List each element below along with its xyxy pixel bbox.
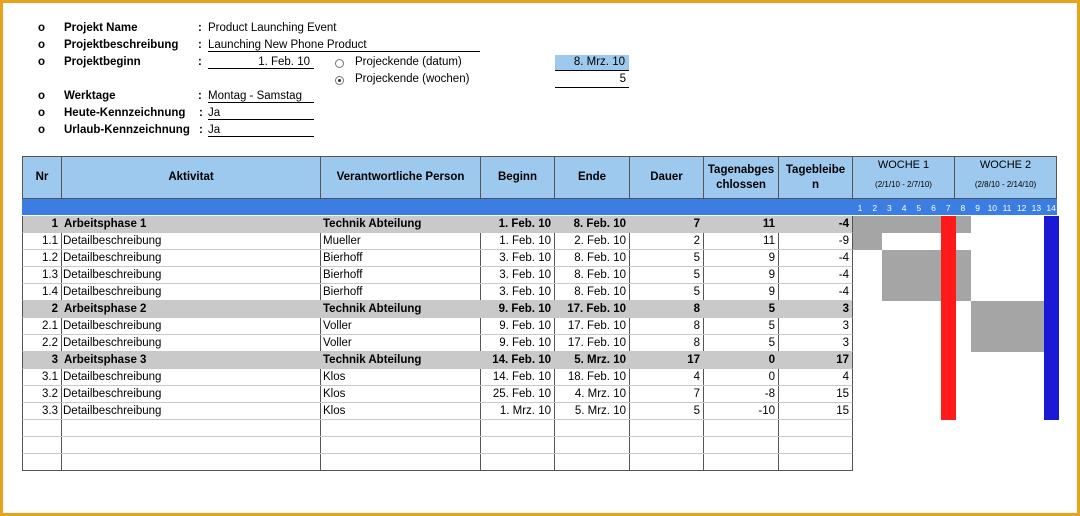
day-number: 8 — [960, 203, 966, 213]
table-cell-begin[interactable]: 3. Feb. 10 — [480, 267, 555, 284]
col-header-days-left[interactable]: Tagebleibe n — [778, 156, 853, 199]
table-cell-person[interactable]: Klos — [320, 403, 481, 420]
table-cell-activity[interactable]: Detailbeschreibung — [61, 403, 321, 420]
empty-cell[interactable] — [61, 437, 321, 454]
day-number: 2 — [872, 203, 878, 213]
empty-cell[interactable] — [22, 454, 62, 471]
table-cell-duration[interactable]: 5 — [629, 284, 704, 301]
day-number: 12 — [1016, 203, 1027, 213]
empty-cell[interactable] — [320, 420, 481, 437]
table-cell-person[interactable]: Bierhoff — [320, 250, 481, 267]
col-header-person[interactable]: Verantwortliche Person — [320, 156, 481, 199]
end-date-value[interactable]: 8. Mrz. 10 — [555, 55, 629, 71]
end-weeks-option-label: Projeckende (wochen) — [355, 73, 470, 85]
empty-cell[interactable] — [629, 454, 704, 471]
table-cell-person[interactable]: Technik Abteilung — [320, 301, 481, 318]
table-cell-end[interactable]: 5. Mrz. 10 — [554, 403, 630, 420]
table-cell-begin[interactable]: 25. Feb. 10 — [480, 386, 555, 403]
table-cell-end[interactable]: 18. Feb. 10 — [554, 369, 630, 386]
table-cell-end[interactable]: 8. Feb. 10 — [554, 267, 630, 284]
table-cell-begin[interactable]: 9. Feb. 10 — [480, 335, 555, 352]
colon: : — [198, 90, 202, 102]
day-number: 9 — [975, 203, 980, 213]
colon: : — [198, 22, 202, 34]
bullet: o — [38, 22, 46, 34]
table-cell-nr[interactable]: 2.1 — [22, 318, 62, 335]
table-cell-done[interactable]: -10 — [703, 403, 779, 420]
table-cell-left[interactable]: -9 — [778, 233, 853, 250]
colon: : — [199, 107, 203, 119]
table-cell-nr[interactable]: 3.3 — [22, 403, 62, 420]
week-2-label: WOCHE 2 — [979, 159, 1032, 171]
project-start-value[interactable]: 1. Feb. 10 — [208, 56, 314, 69]
end-weeks-value[interactable]: 5 — [555, 72, 629, 88]
col-header-duration[interactable]: Dauer — [629, 156, 704, 199]
empty-cell[interactable] — [320, 437, 481, 454]
bullet: o — [38, 56, 46, 68]
table-cell-done[interactable]: 5 — [703, 318, 779, 335]
table-cell-done[interactable]: 5 — [703, 301, 779, 318]
table-cell-begin[interactable]: 1. Feb. 10 — [480, 233, 555, 250]
table-cell-nr[interactable]: 2 — [22, 301, 62, 318]
empty-cell[interactable] — [629, 420, 704, 437]
end-date-radio[interactable] — [335, 59, 344, 68]
table-cell-activity[interactable]: Detailbeschreibung — [61, 335, 321, 352]
table-cell-end[interactable]: 17. Feb. 10 — [554, 335, 630, 352]
col-header-nr[interactable]: Nr — [22, 156, 62, 199]
table-cell-activity[interactable]: Detailbeschreibung — [61, 250, 321, 267]
table-cell-activity[interactable]: Detailbeschreibung — [61, 284, 321, 301]
col-header-begin[interactable]: Beginn — [480, 156, 555, 199]
table-cell-left[interactable]: 3 — [778, 301, 853, 318]
bullet: o — [38, 107, 46, 119]
workdays-value[interactable]: Montag - Samstag — [208, 90, 314, 103]
empty-cell[interactable] — [554, 420, 630, 437]
empty-cell[interactable] — [703, 437, 779, 454]
empty-cell[interactable] — [320, 454, 481, 471]
table-cell-done[interactable]: 11 — [703, 233, 779, 250]
table-cell-nr[interactable]: 3 — [22, 352, 62, 369]
table-cell-activity[interactable]: Detailbeschreibung — [61, 233, 321, 250]
table-cell-left[interactable]: -4 — [778, 250, 853, 267]
today-marker — [941, 216, 956, 420]
table-cell-left[interactable]: 3 — [778, 335, 853, 352]
table-cell-person[interactable]: Voller — [320, 335, 481, 352]
table-cell-begin[interactable]: 3. Feb. 10 — [480, 250, 555, 267]
table-cell-activity[interactable]: Detailbeschreibung — [61, 318, 321, 335]
table-cell-done[interactable]: 9 — [703, 267, 779, 284]
table-cell-person[interactable]: Mueller — [320, 233, 481, 250]
table-cell-duration[interactable]: 8 — [629, 301, 704, 318]
day-number: 4 — [901, 203, 907, 213]
table-cell-left[interactable]: -4 — [778, 216, 853, 233]
empty-cell[interactable] — [778, 437, 853, 454]
bullet: o — [38, 39, 46, 51]
empty-cell[interactable] — [778, 454, 853, 471]
empty-cell[interactable] — [703, 454, 779, 471]
project-name-value[interactable]: Product Launching Event — [208, 22, 337, 34]
end-date-option-label: Projeckende (datum) — [355, 56, 462, 68]
colon: : — [198, 56, 202, 68]
table-cell-person[interactable]: Bierhoff — [320, 284, 481, 301]
table-cell-done[interactable]: 5 — [703, 335, 779, 352]
table-cell-activity[interactable]: Detailbeschreibung — [61, 267, 321, 284]
table-cell-end[interactable]: 5. Mrz. 10 — [554, 352, 630, 369]
table-cell-duration[interactable]: 17 — [629, 352, 704, 369]
week-1-label: WOCHE 1 — [877, 159, 930, 171]
week-1-header — [852, 156, 955, 199]
empty-cell[interactable] — [61, 454, 321, 471]
col-header-days-done[interactable]: Tagenabges chlossen — [703, 156, 779, 199]
gantt-bar — [882, 284, 970, 301]
empty-cell[interactable] — [554, 454, 630, 471]
colon: : — [199, 124, 203, 136]
table-cell-nr[interactable]: 1.1 — [22, 233, 62, 250]
table-cell-person[interactable]: Technik Abteilung — [320, 352, 481, 369]
table-cell-begin[interactable]: 9. Feb. 10 — [480, 318, 555, 335]
bullet: o — [38, 90, 46, 102]
table-cell-done[interactable]: 11 — [703, 216, 779, 233]
project-desc-value[interactable]: Launching New Phone Product — [208, 39, 480, 52]
table-cell-duration[interactable]: 7 — [629, 386, 704, 403]
day-number: 5 — [916, 203, 922, 213]
table-cell-duration[interactable]: 7 — [629, 216, 704, 233]
today-marker-label: Heute-Kennzeichnung — [64, 107, 186, 119]
day-number: 3 — [887, 203, 892, 213]
table-cell-duration[interactable]: 8 — [629, 318, 704, 335]
table-cell-duration[interactable]: 4 — [629, 369, 704, 386]
table-cell-done[interactable]: 0 — [703, 352, 779, 369]
table-cell-end[interactable]: 17. Feb. 10 — [554, 301, 630, 318]
table-cell-done[interactable]: -8 — [703, 386, 779, 403]
table-cell-person[interactable]: Voller — [320, 318, 481, 335]
table-cell-done[interactable]: 0 — [703, 369, 779, 386]
table-cell-begin[interactable]: 14. Feb. 10 — [480, 352, 555, 369]
table-cell-nr[interactable]: 1 — [22, 216, 62, 233]
table-cell-end[interactable]: 8. Feb. 10 — [554, 216, 630, 233]
vacation-marker-value[interactable]: Ja — [208, 124, 314, 137]
table-cell-end[interactable]: 17. Feb. 10 — [554, 318, 630, 335]
day-number: 7 — [945, 203, 951, 213]
gantt-bar — [853, 233, 882, 250]
empty-cell[interactable] — [22, 437, 62, 454]
week-2-header — [954, 156, 1057, 199]
project-name-label: Projekt Name — [64, 22, 138, 34]
today-marker-value[interactable]: Ja — [208, 107, 314, 120]
table-cell-done[interactable]: 9 — [703, 284, 779, 301]
bullet: o — [38, 124, 46, 136]
project-start-label: Projektbeginn — [64, 56, 141, 68]
table-cell-duration[interactable]: 8 — [629, 335, 704, 352]
table-cell-left[interactable]: 17 — [778, 352, 853, 369]
day-number: 13 — [1031, 203, 1042, 213]
table-cell-activity[interactable]: Arbeitsphase 2 — [61, 301, 321, 318]
table-cell-duration[interactable]: 5 — [629, 250, 704, 267]
table-cell-nr[interactable]: 3.2 — [22, 386, 62, 403]
table-cell-begin[interactable]: 3. Feb. 10 — [480, 284, 555, 301]
table-cell-left[interactable]: 15 — [778, 403, 853, 420]
table-cell-nr[interactable]: 1.4 — [22, 284, 62, 301]
day-number: 11 — [1002, 203, 1012, 213]
table-cell-nr[interactable]: 1.2 — [22, 250, 62, 267]
table-cell-person[interactable]: Technik Abteilung — [320, 216, 481, 233]
empty-cell[interactable] — [629, 437, 704, 454]
table-cell-done[interactable]: 9 — [703, 250, 779, 267]
table-cell-nr[interactable]: 3.1 — [22, 369, 62, 386]
empty-cell[interactable] — [480, 437, 555, 454]
table-cell-left[interactable]: 15 — [778, 386, 853, 403]
table-cell-duration[interactable]: 5 — [629, 403, 704, 420]
table-cell-begin[interactable]: 14. Feb. 10 — [480, 369, 555, 386]
end-marker — [1044, 216, 1059, 420]
table-cell-activity[interactable]: Arbeitsphase 3 — [61, 352, 321, 369]
project-info — [0, 0, 1080, 150]
day-number: 10 — [987, 203, 998, 213]
day-number: 14 — [1046, 203, 1056, 213]
gantt-bar — [882, 250, 970, 267]
table-cell-activity[interactable]: Detailbeschreibung — [61, 369, 321, 386]
col-header-activity[interactable]: Aktivitat — [61, 156, 321, 199]
vacation-marker-label: Urlaub-Kennzeichnung — [64, 124, 190, 136]
table-cell-end[interactable]: 2. Feb. 10 — [554, 233, 630, 250]
colon: : — [198, 39, 202, 51]
table-cell-person[interactable]: Klos — [320, 369, 481, 386]
day-number: 6 — [931, 203, 936, 213]
col-header-end[interactable]: Ende — [554, 156, 630, 199]
end-weeks-radio[interactable] — [335, 76, 344, 85]
table-cell-person[interactable]: Bierhoff — [320, 267, 481, 284]
empty-cell[interactable] — [22, 420, 62, 437]
table-cell-activity[interactable]: Detailbeschreibung — [61, 386, 321, 403]
project-desc-label: Projektbeschreibung — [64, 39, 179, 51]
table-cell-end[interactable]: 8. Feb. 10 — [554, 250, 630, 267]
table-cell-nr[interactable]: 2.2 — [22, 335, 62, 352]
empty-cell[interactable] — [480, 420, 555, 437]
table-cell-begin[interactable]: 1. Feb. 10 — [480, 216, 555, 233]
empty-cell[interactable] — [61, 420, 321, 437]
table-cell-person[interactable]: Klos — [320, 386, 481, 403]
table-cell-end[interactable]: 8. Feb. 10 — [554, 284, 630, 301]
week-1-range: (2/1/10 - 2/7/10) — [875, 180, 932, 189]
table-cell-begin[interactable]: 9. Feb. 10 — [480, 301, 555, 318]
empty-cell[interactable] — [554, 437, 630, 454]
table-cell-left[interactable]: 3 — [778, 318, 853, 335]
table-cell-duration[interactable]: 5 — [629, 267, 704, 284]
week-2-range: (2/8/10 - 2/14/10) — [974, 180, 1037, 189]
empty-cell[interactable] — [703, 420, 779, 437]
empty-cell[interactable] — [480, 454, 555, 471]
table-cell-left[interactable]: -4 — [778, 284, 853, 301]
empty-cell[interactable] — [778, 420, 853, 437]
table-cell-end[interactable]: 4. Mrz. 10 — [554, 386, 630, 403]
table-cell-duration[interactable]: 2 — [629, 233, 704, 250]
workdays-label: Werktage — [64, 90, 116, 102]
table-cell-left[interactable]: 4 — [778, 369, 853, 386]
table-cell-left[interactable]: -4 — [778, 267, 853, 284]
day-number: 1 — [857, 203, 863, 213]
table-cell-activity[interactable]: Arbeitsphase 1 — [61, 216, 321, 233]
gantt-bar — [882, 267, 970, 284]
table-cell-begin[interactable]: 1. Mrz. 10 — [480, 403, 555, 420]
table-cell-nr[interactable]: 1.3 — [22, 267, 62, 284]
